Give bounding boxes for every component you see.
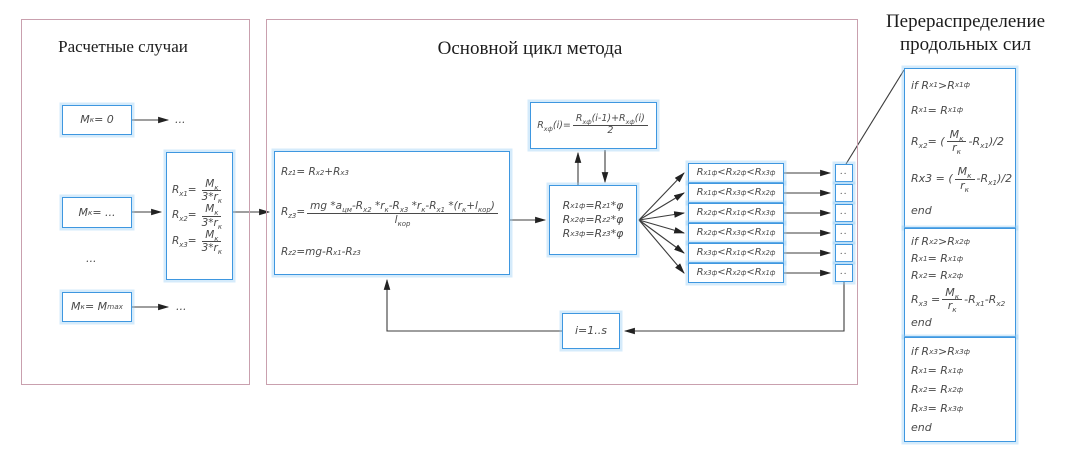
assignment-rx1: R х1 = R х1ф	[911, 363, 964, 377]
fraction: $\frac{mg *a_{цм}-R_{х2} *r_к-R_{х3} *r_к-R_{х1} *(r_к+l_{кор})}{l_{кор}}$	[307, 200, 498, 225]
right-title-line1: Перераспределение	[885, 11, 1046, 32]
branch-output-box-4: ..	[835, 224, 853, 242]
fraction: $\frac{M_к}{3*r_к}$	[201, 228, 223, 256]
formula-rz1: R z1 = R х2 +R х3	[281, 166, 349, 179]
right-panel-title	[868, 11, 1063, 57]
reaction-computation-box	[274, 151, 510, 275]
assignment-rx3: Rх3 = ( $\frac{M_к}{r_к}$ $-R_{х1})/2$	[911, 165, 1013, 194]
formula-rz3: $R_{z3}=$ $\frac{mg *a_{цм}-R_{х2} *r_к-R_{х3} *r_к-R_{х1} *(r_к+l_{кор})}{l_{кор}}$	[281, 200, 500, 225]
assignment-rx3: R х3 = R х3ф	[911, 401, 964, 415]
if-condition: if R х2 >R х2ф	[911, 234, 970, 248]
case1-output-dots: ...	[175, 113, 186, 126]
reaction-formula-box	[166, 152, 233, 280]
formula-rx3: $R_{х3}=$ $\frac{M_к}{3*r_к}$	[172, 229, 227, 254]
end-keyword: end	[911, 316, 932, 330]
comparison-box-5: R х3ф <R х1ф <R х2ф	[688, 243, 784, 263]
assignment-rx2: $R_{х2}=$ ( $\frac{M_к}{r_к}$ $-R_{х1})/2$	[911, 127, 1004, 157]
fraction: $\frac{M_к}{3*r_к}$	[201, 178, 223, 206]
fraction: $\frac{R_{хф}(i-1)+R_{хф}(i)}{2}$	[573, 114, 648, 137]
case3-output-dots: ...	[176, 300, 187, 313]
redistribution-block-1	[904, 68, 1016, 228]
case-mk-max-label: M к = M max	[71, 300, 123, 314]
friction-limit-box	[549, 185, 637, 255]
averaging-box	[530, 102, 657, 149]
formula-rx2f: R х2ф =R z2 *φ	[562, 213, 624, 227]
if-condition: if R х1 >R х1ф	[911, 78, 970, 92]
loop-counter-box: i=1..s	[562, 313, 620, 349]
comparison-box-2: R х1ф <R х3ф <R х2ф	[688, 183, 784, 203]
branch-output-box-3: ..	[835, 204, 853, 222]
branch-output-box-6: ..	[835, 264, 853, 282]
assignment-rx2: R х2 = R х2ф	[911, 269, 964, 283]
redistribution-block-3	[904, 337, 1016, 442]
branch-output-box-1: ..	[835, 164, 853, 182]
comparison-box-6: R х3ф <R х2ф <R х1ф	[688, 263, 784, 283]
assignment-rx1: R х1 = R х1ф	[911, 252, 964, 266]
formula-rx3f: R х3ф =R z3 *φ	[562, 226, 624, 240]
case-box-mk-intermediate	[62, 197, 132, 228]
fraction: $\frac{M_к}{r_к}$	[942, 287, 962, 313]
fraction: $\frac{M_к}{r_к}$	[955, 166, 975, 192]
left-panel-title: Расчетные случаи	[58, 37, 188, 56]
comparison-box-4: R х2ф <R х3ф <R х1ф	[688, 223, 784, 243]
assignment-rx1: R х1 = R х1ф	[911, 103, 964, 117]
end-keyword: end	[911, 203, 932, 217]
main-panel-title: Основной цикл метода	[437, 38, 623, 59]
redistribution-block-2	[904, 228, 1016, 337]
branch-output-box-2: ..	[835, 184, 853, 202]
formula-rx1f: R х1ф =R z1 *φ	[562, 199, 624, 213]
case-mk-zero-label: M к = 0	[80, 113, 114, 127]
comparison-box-3: R х2ф <R х1ф <R х3ф	[688, 203, 784, 223]
formula-rx1: $R_{х1}=$ $\frac{M_к}{3*r_к}$	[172, 178, 227, 203]
cases-ellipsis: ...	[86, 252, 97, 265]
formula-rx2: $R_{х2}=$ $\frac{M_к}{3*r_к}$	[172, 203, 227, 228]
assignment-rx2: R х2 = R х2ф	[911, 382, 964, 396]
if-condition: if R х3 >R х3ф	[911, 344, 970, 358]
comparison-box-1: R х1ф <R х2ф <R х3ф	[688, 163, 784, 183]
right-title-line2: продольных сил	[900, 33, 1031, 55]
fraction: $\frac{M_к}{r_к}$	[947, 129, 967, 155]
assignment-rx3: $R_{х3}$ = $\frac{M_к}{r_к}$ $-R_{х1}-R_{х2}$	[911, 285, 1006, 315]
end-keyword: end	[911, 420, 932, 434]
branch-output-box-5: ..	[835, 244, 853, 262]
averaging-formula: $R_{хф}(i)=$ $\frac{R_{хф}(i-1)+R_{хф}(i)}{2}$	[537, 114, 650, 137]
case-mk-intermediate-label: M к = ...	[78, 205, 116, 219]
fraction: $\frac{M_к}{3*r_к}$	[201, 203, 223, 231]
case-box-mk-max	[62, 292, 132, 322]
formula-rz2: R z2 =mg-R х1 -R z3	[281, 246, 361, 259]
case-box-mk-zero	[62, 105, 132, 135]
